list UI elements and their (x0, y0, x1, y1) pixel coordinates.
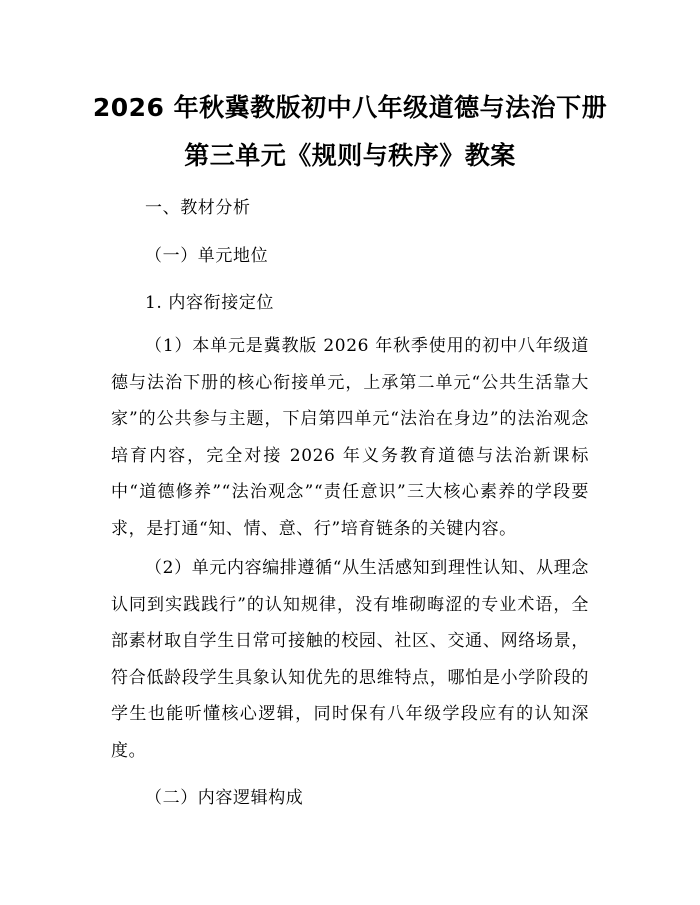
section-heading-teaching-material-analysis: 一、教材分析 (145, 198, 251, 218)
document-title-line-2: 第三单元《规则与秩序》教案 (184, 141, 516, 170)
subsection-heading-unit-position: （一）单元地位 (145, 246, 269, 266)
subsection-heading-content-logic: （二）内容逻辑构成 (145, 788, 304, 808)
item-heading-content-connection: 1. 内容衔接定位 (145, 293, 275, 313)
paragraph-2: （2）单元内容编排遵循“从生活感知到理性认知、从理念认同到实践践行”的认知规律，没有堆砌晦涩的专业术语，全部素材取自学生日常可接触的校园、社区、交通、网络场景，符合低龄段学生具象认知优先的思维特点，哪怕是小学阶段的学生也能听懂核心逻辑，同时保有八年级学段应有的认知深度。 (111, 558, 589, 761)
document-title-line-1: 2026 年秋冀教版初中八年级道德与法治下册 (92, 93, 608, 122)
paragraph-1: （1）本单元是冀教版 2026 年秋季使用的初中八年级道德与法治下册的核心衔接单元，上承第二单元“公共生活靠大家”的公共参与主题，下启第四单元“法治在身边”的法治观念培育内容，完全对接 2026 年义务教育道德与法治新课标中“道德修养”“法治观念”“责任意识”三大核心素养的学段要求，是打通“知、情、意、行”培育链条的关键内容。 (111, 336, 589, 539)
